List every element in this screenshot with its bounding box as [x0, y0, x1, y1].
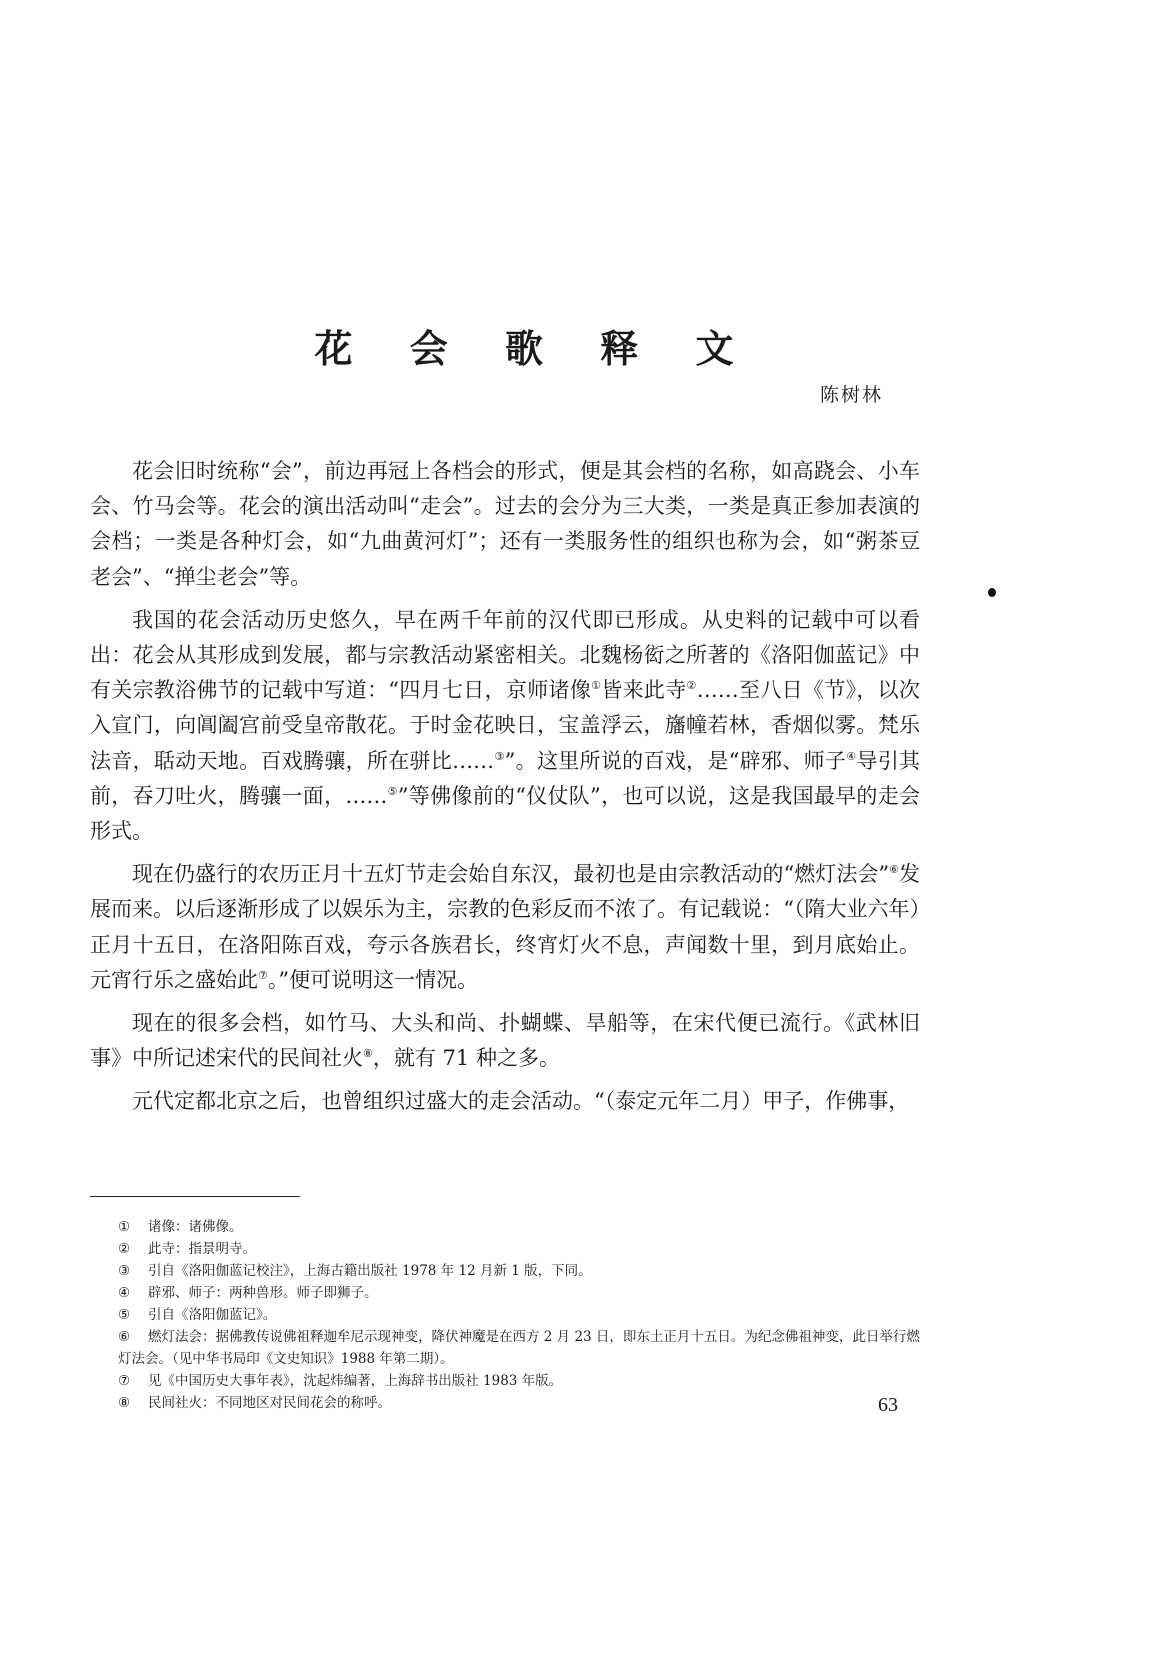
- footnote: ② 此寺：指景明寺。: [118, 1241, 256, 1257]
- footnote-ref: ①: [591, 679, 602, 693]
- paragraph-3: 现在仍盛行的农历正月十五灯节走会始自东汉，最初也是由宗教活动的“燃灯法会”⑥发展而来。以后逐渐形成了以娱乐为主，宗教的色彩反而不浓了。有记载说：“（隋大业六年）正月十五日，在洛阳陈百戏，夸示各族君长，终宵灯火不息，声闻数十里，到月底始止。元宵行乐之盛始此⑦。”便可说明这一情况。: [90, 862, 920, 992]
- body-text: [90, 454, 920, 1128]
- page-title: 花 会 歌 释 文: [314, 327, 756, 371]
- paragraph-5: 元代定都北京之后，也曾组织过盛大的走会活动。“（泰定元年二月）甲子，作佛事，: [132, 1089, 910, 1114]
- footnotes: [90, 1216, 920, 1414]
- footnote-divider: [90, 1196, 300, 1197]
- footnote-ref: ⑦: [258, 968, 268, 982]
- page-number: 63: [878, 1394, 898, 1416]
- footnote: ⑥ 燃灯法会：据佛教传说佛祖释迦牟尼示现神变，降伏神魔是在西方 2 月 23 日，即东土正月十五日。为纪念佛祖神变，此日举行燃灯法会。（见中华书局印《文史知识》1988 年第二期）。: [118, 1329, 920, 1367]
- footnote: ③ 引自《洛阳伽蓝记校注》，上海古籍出版社 1978 年 12 月新 1 版，下同。: [118, 1263, 592, 1279]
- paragraph-1: 花会旧时统称“会”，前边再冠上各档会的形式，便是其会档的名称，如高跷会、小车会、竹马会等。花会的演出活动叫“走会”。过去的会分为三大类，一类是真正参加表演的会档；一类是各种灯会，如“九曲黄河灯”；还有一类服务性的组织也称为会，如“粥茶豆老会”、“掸尘老会”等。: [90, 459, 920, 589]
- footnote-ref: ④: [846, 749, 857, 763]
- footnote: ⑧ 民间社火：不同地区对民间花会的称呼。: [118, 1395, 391, 1411]
- footnote: ⑤ 引自《洛阳伽蓝记》。: [118, 1307, 277, 1323]
- footnote: ① 诸像：诸佛像。: [118, 1219, 243, 1235]
- footnote-ref: ⑤: [387, 784, 398, 798]
- author-name: 陈树林: [820, 384, 884, 406]
- footnote-ref: ⑥: [889, 863, 899, 877]
- footnote-ref: ⑧: [363, 1047, 373, 1061]
- footnote: ⑦ 见《中国历史大事年表》，沈起炜编著，上海辞书出版社 1983 年版。: [118, 1373, 563, 1389]
- footnote-ref: ③: [494, 749, 505, 763]
- paragraph-2: 我国的花会活动历史悠久，早在两千年前的汉代即已形成。从史料的记载中可以看出：花会从其形成到发展，都与宗教活动紧密相关。北魏杨衒之所著的《洛阳伽蓝记》中有关宗教浴佛节的记载中写道：“四月七日，京师诸像①皆来此寺②……至八日《节》，以次入宣门，向阊阖宫前受皇帝散花。于时金花映日，宝盖浮云，旛幢若林，香烟似雾。梵乐法音，聒动天地。百戏腾骧，所在骈比……③”。这里所说的百戏，是“辟邪、师子④导引其前，吞刀吐火，腾骧一面，……⑤”等佛像前的“仪仗队”，也可以说，这是我国最早的走会形式。: [90, 607, 920, 844]
- scan-speck: [988, 588, 996, 597]
- footnote: ④ 辟邪、师子：两种兽形。师子即狮子。: [118, 1285, 378, 1301]
- footnote-ref: ②: [686, 679, 697, 693]
- paragraph-4: 现在的很多会档，如竹马、大头和尚、扑蝴蝶、旱船等，在宋代便已流行。《武林旧事》中所记述宋代的民间社火⑧，就有 71 种之多。: [90, 1011, 920, 1071]
